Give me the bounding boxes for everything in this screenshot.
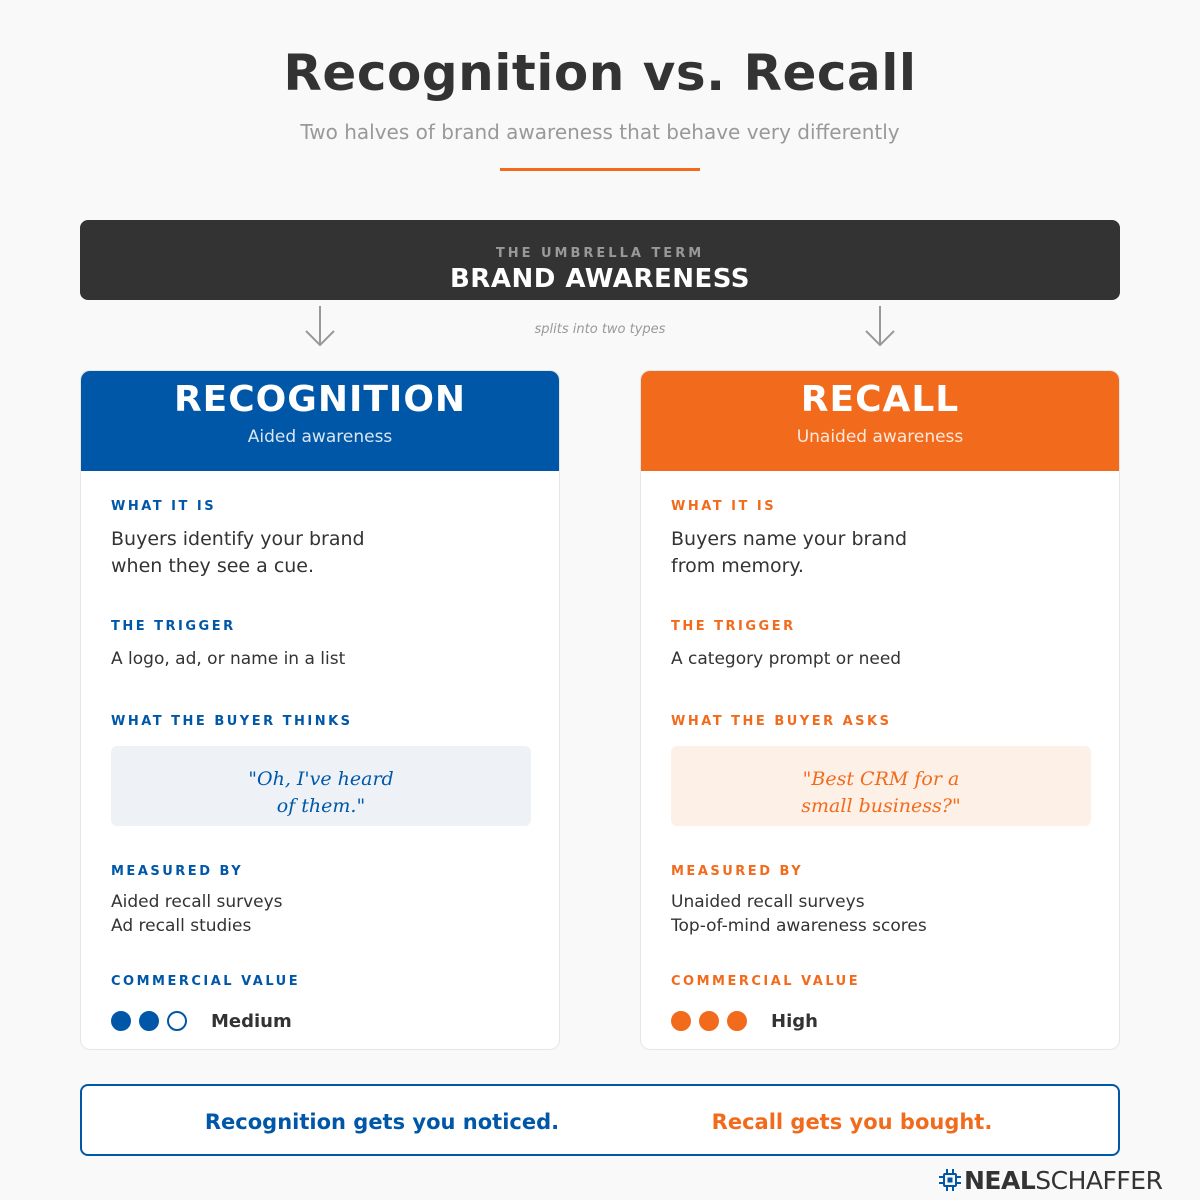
what-it-is-line: Buyers name your brand [671, 528, 908, 550]
brand-mark-icon [938, 1168, 962, 1192]
recognition-card-header [81, 371, 559, 471]
quote-line: "Oh, I've heard [248, 768, 394, 790]
measured-by-label: MEASURED BY [671, 864, 804, 879]
trigger-text: A category prompt or need [671, 649, 902, 669]
what-it-is-line: when they see a cue. [111, 555, 315, 577]
trigger-label: THE TRIGGER [111, 619, 236, 634]
commercial-value-label: COMMERCIAL VALUE [671, 974, 861, 989]
rating-dot-filled [111, 1011, 131, 1031]
quote-line: of them." [276, 795, 366, 817]
recall-title: RECALL [800, 379, 960, 420]
rating-dot-filled [139, 1011, 159, 1031]
rating-dot-empty [167, 1011, 187, 1031]
rating-dot-filled [671, 1011, 691, 1031]
quote-line: small business?" [801, 795, 961, 817]
title-divider [500, 168, 700, 171]
measured-by-item: Ad recall studies [111, 916, 252, 936]
measured-by-label: MEASURED BY [111, 864, 244, 879]
what-it-is-label: WHAT IT IS [671, 499, 777, 514]
measured-by-list [671, 890, 927, 938]
umbrella-term: BRAND AWARENESS [449, 264, 751, 294]
measured-by-item: Top-of-mind awareness scores [671, 916, 927, 936]
umbrella-banner [80, 220, 1120, 300]
quote-line: "Best CRM for a [802, 768, 960, 790]
brand-name [964, 1166, 1162, 1195]
recognition-title: RECOGNITION [173, 379, 467, 420]
trigger-text: A logo, ad, or name in a list [111, 649, 346, 669]
what-it-is-label: WHAT IT IS [111, 499, 217, 514]
splits-note: splits into two types [534, 322, 666, 337]
what-it-is-text [111, 526, 365, 580]
value-word: High [771, 1011, 818, 1032]
brand-name-regular: SCHAFFER [1035, 1166, 1163, 1195]
arrow-down-icon [863, 304, 897, 348]
rating-dot-filled [699, 1011, 719, 1031]
takeaway-recognition: Recognition gets you noticed. [204, 1110, 560, 1134]
value-word: Medium [211, 1011, 292, 1032]
buyer-label: WHAT THE BUYER ASKS [671, 714, 892, 729]
takeaway-recall: Recall gets you bought. [711, 1110, 993, 1134]
commercial-value-label: COMMERCIAL VALUE [111, 974, 301, 989]
takeaway-banner [80, 1084, 1120, 1156]
brand-name-bold: NEAL [964, 1166, 1036, 1195]
recall-card [640, 370, 1120, 1050]
page-subtitle: Two halves of brand awareness that behave very differently [300, 120, 900, 144]
what-it-is-line: from memory. [671, 555, 804, 577]
page-title: Recognition vs. Recall [283, 44, 917, 102]
trigger-label: THE TRIGGER [671, 619, 796, 634]
recognition-tagline: Aided awareness [247, 427, 393, 447]
measured-by-item: Unaided recall surveys [671, 892, 865, 912]
umbrella-kicker: THE UMBRELLA TERM [495, 246, 705, 261]
what-it-is-text [671, 526, 907, 580]
recall-tagline: Unaided awareness [796, 427, 964, 447]
measured-by-item: Aided recall surveys [111, 892, 283, 912]
buyer-label: WHAT THE BUYER THINKS [111, 714, 353, 729]
what-it-is-line: Buyers identify your brand [111, 528, 365, 550]
buyer-quote [671, 746, 1091, 826]
recognition-card [80, 370, 560, 1050]
recall-card-header [641, 371, 1119, 471]
rating-dot-filled [727, 1011, 747, 1031]
buyer-quote [111, 746, 531, 826]
measured-by-list [111, 890, 283, 938]
